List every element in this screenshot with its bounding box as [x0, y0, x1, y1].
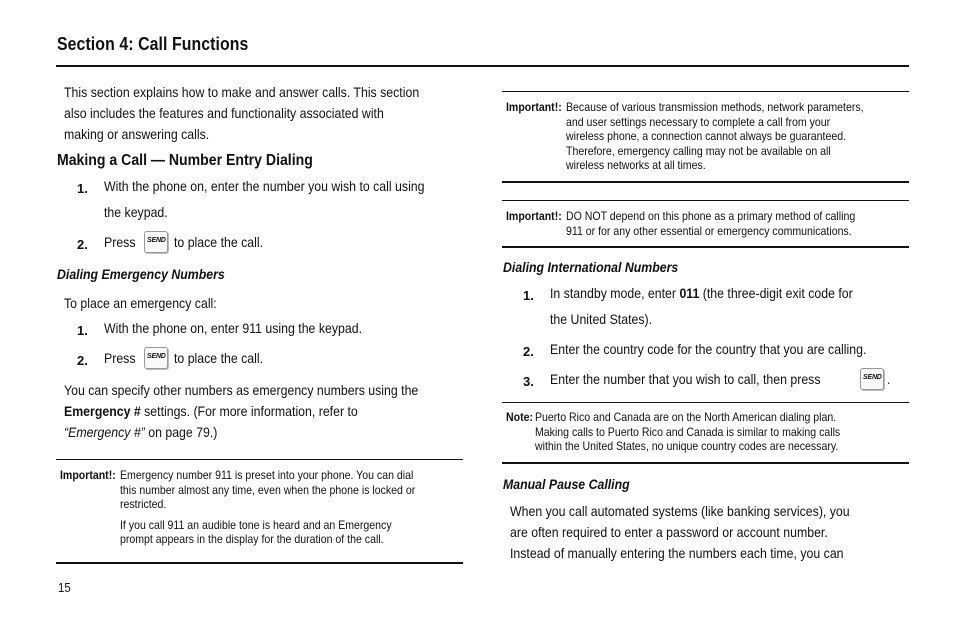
send-key-icon: SEND	[144, 347, 168, 369]
step-number: 3.	[523, 374, 534, 389]
step-number: 2.	[77, 353, 88, 368]
heading-making-a-call: Making a Call — Number Entry Dialing	[57, 152, 313, 169]
specify-paragraph: You can specify other numbers as emergency numbers using the Emergency # settings. (For more information, refer to “Emergency #” on page 79.)	[64, 382, 419, 440]
step-number: 2.	[523, 344, 534, 359]
step-number: 1.	[523, 288, 534, 303]
send-key-icon: SEND	[860, 368, 884, 390]
to-place-text: To place an emergency call:	[64, 295, 217, 311]
step-number: 1.	[77, 181, 88, 196]
note-box-dialing-plan: Note: Puerto Rico and Canada are on the North American dialing plan. Making calls to Puerto Rico and Canada is similar to making calls within the United States, no unique country codes are necessary.	[502, 402, 909, 464]
step-number: 2.	[77, 237, 88, 252]
page-number: 15	[58, 580, 71, 595]
intro-paragraph: This section explains how to make and answer calls. This section also includes the features and functionality associated with making or answering calls.	[64, 84, 420, 142]
important-box-primary: Important!: DO NOT depend on this phone as a primary method of calling 911 or for any other essential or emergency communications.	[502, 200, 909, 248]
section-title: Section 4: Call Functions	[57, 34, 249, 54]
important-box-transmission: Important!: Because of various transmission methods, network parameters, and user settings necessary to complete a call from your wireless phone, a connection cannot always be guaranteed. Therefore, emergency calling may not be available on all wireless networks at all times.	[502, 91, 909, 183]
heading-international: Dialing International Numbers	[503, 259, 679, 275]
header-divider	[56, 65, 909, 67]
pause-paragraph: When you call automated systems (like banking services), you are often required to enter a password or account number. Instead of manually entering the numbers each time, you can	[510, 503, 850, 561]
heading-manual-pause: Manual Pause Calling	[503, 476, 630, 492]
heading-emergency: Dialing Emergency Numbers	[57, 266, 225, 282]
important-box-emergency: Important!: Emergency number 911 is preset into your phone. You can dial this number almost any time, even when the phone is locked or restricted. If you call 911 an audible tone is heard and an Emergency prompt appears in the display for the duration of the call.	[56, 459, 463, 564]
step-number: 1.	[77, 323, 88, 338]
send-key-icon: SEND	[144, 231, 168, 253]
